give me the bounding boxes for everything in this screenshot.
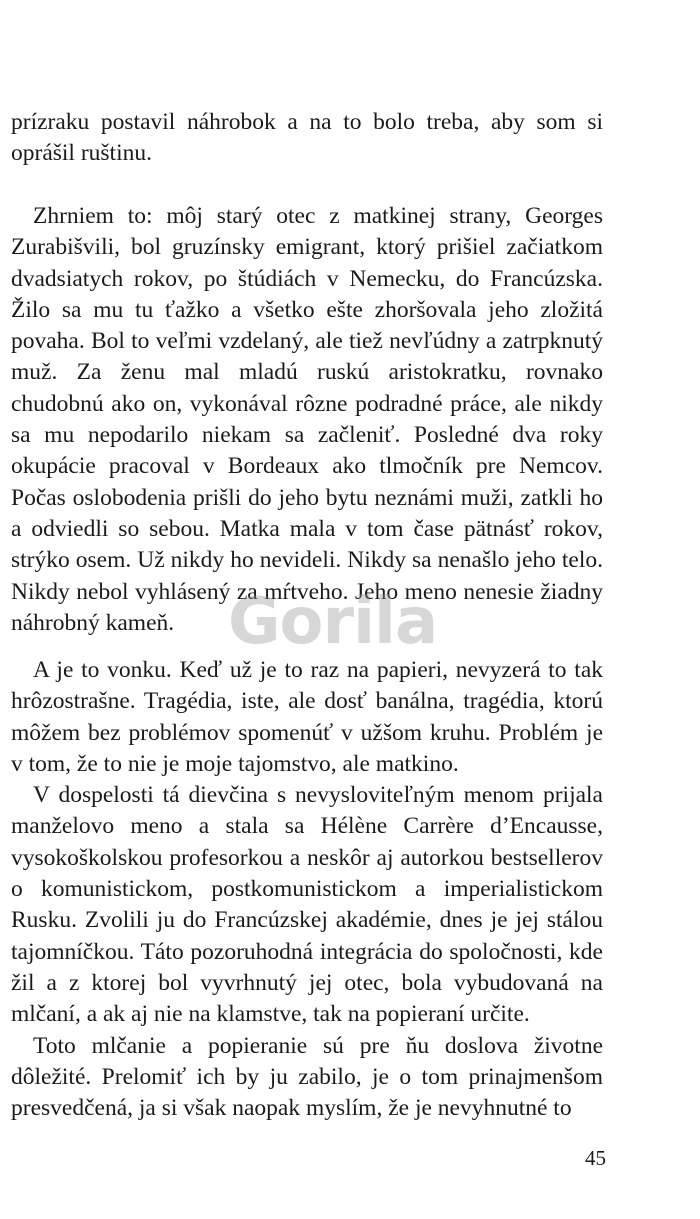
paragraph-secret: A je to vonku. Keď už je to raz na papieri, nevyzerá to tak hrôzostrašne. Tragédia, iste, ale dosť banálna, tragédia, ktorú môžem bez problémov spomenúť v užšom kruhu. Problém je v tom, že to nie je moje tajomstvo, ale matkino. [11, 657, 603, 777]
paragraph-continuation: prízraku postavil náhrobok a na to bolo treba, aby som si oprášil ruštinu. [11, 109, 603, 167]
paragraph-silence: Toto mlčanie a popieranie sú pre ňu doslova životne dôležité. Prelomiť ich by ju zabilo, je o tom prinajmenšom presvedčená, ja si však naopak myslím, že je nevyhnutné to [11, 1032, 603, 1122]
page-number: 45 [585, 1146, 606, 1170]
paragraph-family-history: Zhrniem to: môj starý otec z matkinej strany, Georges Zurabišvili, bol gruzínsky emigrant, ktorý prišiel začiatkom dvadsiatych rokov, po štúdiách v Nemecku, do Francúzska. Žilo sa mu tu ťažko a všetko ešte zhoršovala jeho zložitá povaha. Bol to veľmi vzdelaný, ale tiež nevľúdny a zatrpknutý muž. Za ženu mal mladú ruskú aristokratku, rovnako chudobnú ako on, vykonával rôzne podradné práce, ale nikdy sa mu nepodarilo niekam sa začleniť. Posledné dva roky okupácie pracoval v Bordeaux ako tlmočník pre Nemcov. Počas oslobodenia prišli do jeho bytu neznámi muži, zatkli ho a odviedli so sebou. Matka mala v tom čase pätnásť rokov, strýko osem. Už nikdy ho nevideli. Nikdy sa nenašlo jeho telo. Nikdy nebol vyhlásený za mŕtveho. Jeho meno nenesie žiadny náhrobný kameň. [11, 203, 603, 636]
text-block-middle [11, 201, 603, 639]
text-block-bottom [11, 655, 603, 1124]
gorila-watermark-logo: Gorila [228, 585, 438, 659]
paragraph-mother-career: V dospelosti tá dievčina s nevysloviteľným menom prijala manželovo meno a stala sa Hélène Carrère d’Encausse, vysokoškolskou profesorkou a neskôr aj autorkou bestsellerov o komunistickom, postkomunistickom a imperialistickom Rusku. Zvolili ju do Francúzskej akadémie, dnes je jej stálou tajomníčkou. Táto pozoruhodná integrácia do spoločnosti, kde žil a z ktorej bol vyvrhnutý jej otec, bola vybudovaná na mlčaní, a ak aj nie na klamstve, tak na popieraní určite. [11, 782, 603, 1028]
text-block-top [11, 107, 603, 170]
